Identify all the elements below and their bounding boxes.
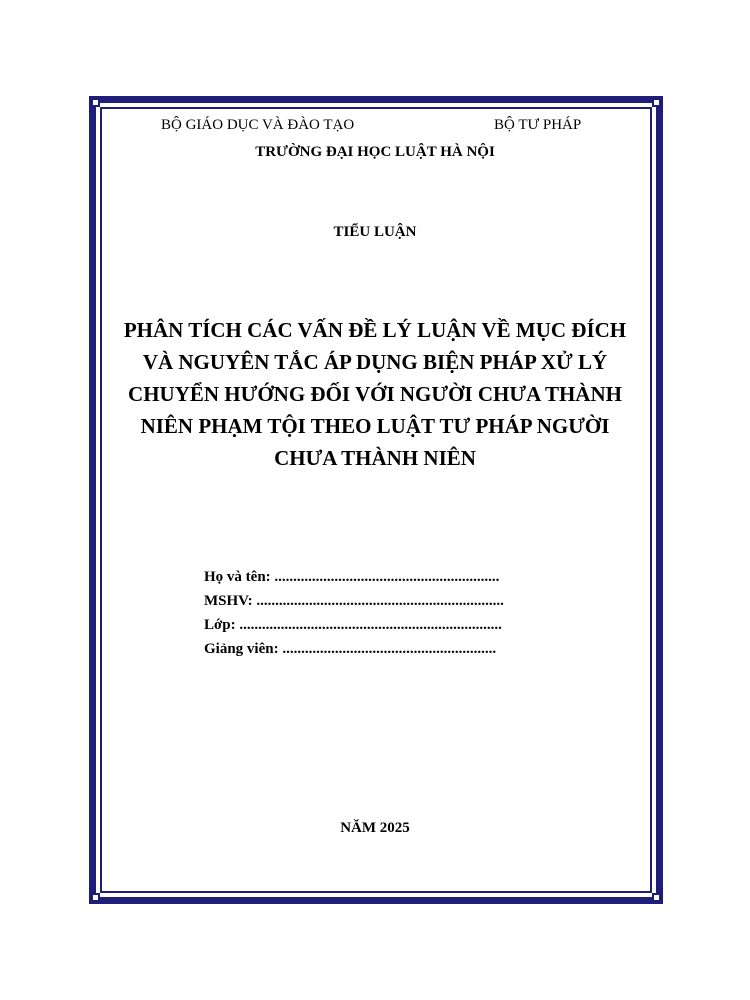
title-line: CHƯA THÀNH NIÊN [274, 446, 476, 470]
student-info-block [204, 565, 544, 661]
info-student-id-field: MSHV: .................................................................. [204, 593, 504, 609]
document-type: TIỂU LUẬN [333, 224, 417, 240]
border-corner-ornament [652, 893, 661, 902]
ministry-left: BỘ GIÁO DỤC VÀ ĐÀO TẠO [161, 117, 355, 133]
ministry-right: BỘ TƯ PHÁP [494, 117, 582, 133]
year-label: NĂM 2025 [340, 820, 410, 836]
info-name-field: Họ và tên: ............................................................ [204, 569, 500, 585]
title-line: NIÊN PHẠM TỘI THEO LUẬT TƯ PHÁP NGƯỜI [140, 414, 610, 438]
title-line: VÀ NGUYÊN TẮC ÁP DỤNG BIỆN PHÁP XỬ LÝ [142, 350, 608, 374]
title-line: CHUYỂN HƯỚNG ĐỐI VỚI NGƯỜI CHƯA THÀNH [128, 382, 622, 406]
info-class-field: Lớp: ...................................................................... [204, 617, 502, 633]
title-line: PHÂN TÍCH CÁC VẤN ĐỀ LÝ LUẬN VỀ MỤC ĐÍCH [123, 318, 627, 342]
university-name: TRƯỜNG ĐẠI HỌC LUẬT HÀ NỘI [255, 144, 495, 160]
info-lecturer-field: Giảng viên: ......................................................... [204, 641, 497, 657]
essay-title [110, 314, 640, 474]
border-corner-ornament [91, 98, 100, 107]
border-corner-ornament [652, 98, 661, 107]
border-corner-ornament [91, 893, 100, 902]
